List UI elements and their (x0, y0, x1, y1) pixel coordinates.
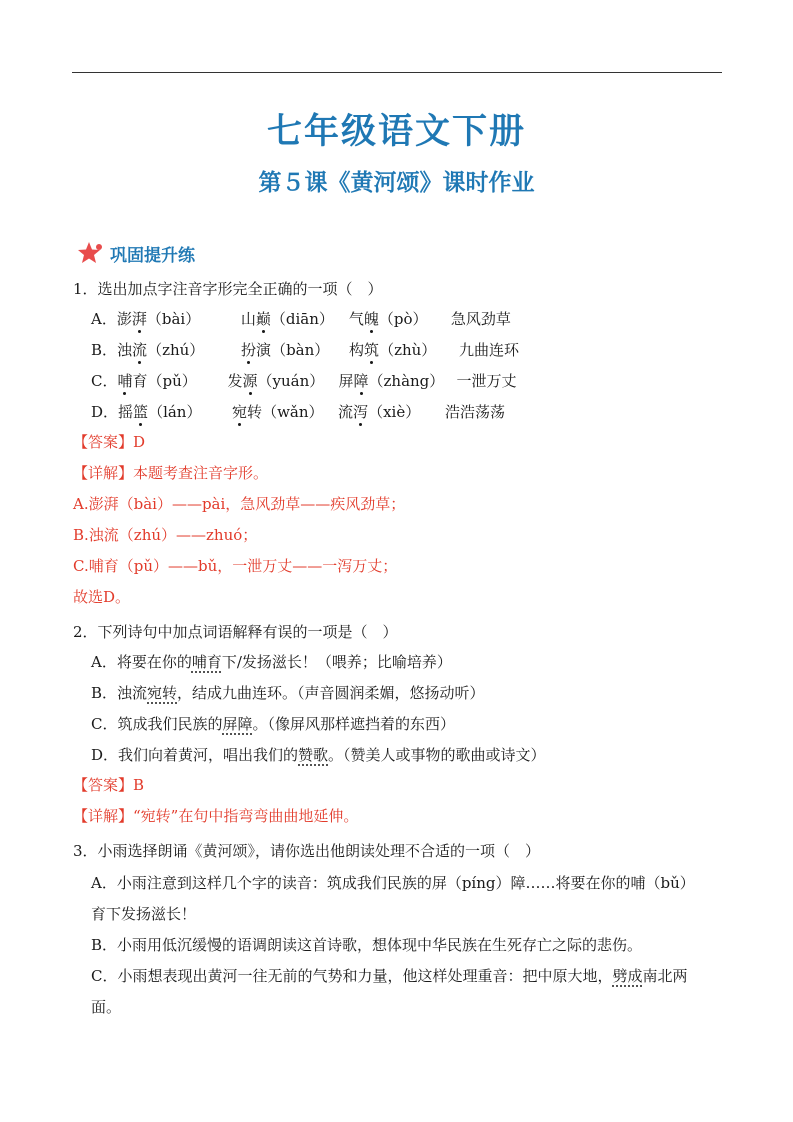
q1-a-col4: 急风劲草 (450, 310, 511, 328)
q1-explain-c: C.哺育（pǔ）——bǔ，一泄万丈——一泻万丈； (73, 557, 398, 575)
q3-option-c-line1: C．小雨想表现出黄河一往无前的气势和力量，他这样处理重音：把中原大地，劈成南北两 (91, 967, 688, 985)
page-subtitle: 第５课《黄河颂》课时作业 (258, 169, 535, 196)
q1-a-col1: 澎湃（bài） (116, 310, 201, 328)
q2-stem: 2．下列诗句中加点词语解释有误的一项是（ ） (73, 623, 398, 641)
q2-detail: 【详解】“宛转”在句中指弯弯曲曲地延伸。 (73, 807, 359, 825)
q2-option-a: A．将要在你的哺育下/发扬滋长！（喂养；比喻培养） (91, 653, 452, 671)
q2-option-b: B．浊流宛转，结成九曲连环。（声音圆润柔媚，悠扬动听） (91, 684, 485, 702)
q3-option-c-line2: 面。 (91, 998, 122, 1016)
q1-answer: 【答案】D (73, 433, 146, 451)
section-label: 巩固提升练 (110, 241, 195, 266)
q2-answer: 【答案】B (73, 776, 145, 794)
header-rule (72, 72, 722, 73)
q1-option-c: C．哺育（pǔ） 发源（yuán） 屏障（zhàng） 一泄万丈 (91, 372, 517, 390)
page-title: 七年级语文下册 (266, 111, 526, 152)
q1-a-col2: 山巅（diān） (240, 310, 334, 328)
q3-option-b: B．小雨用低沉缓慢的语调朗读这首诗歌，想体现中华民族在生死存亡之际的悲伤。 (91, 936, 643, 954)
star-icon (78, 241, 104, 265)
q3-option-a-line1: A．小雨注意到这样几个字的读音：筑成我们民族的屏（píng）障……将要在你的哺（bǔ） (91, 874, 695, 892)
q1-option-b: B．浊流（zhú） 扮演（bàn） 构筑（zhù） 九曲连环 (91, 341, 520, 359)
q1-explain-a: A.澎湃（bài）——pài，急风劲草——疾风劲草； (73, 495, 406, 513)
q1-conclusion: 故选D。 (73, 588, 131, 606)
q3-stem: 3．小雨选择朗诵《黄河颂》，请你选出他朗读处理不合适的一项（ ） (73, 842, 541, 860)
q2-option-c: C．筑成我们民族的屏障。（像屏风那样遮挡着的东西） (91, 715, 456, 733)
q1-option-a (91, 309, 511, 329)
option-letter: A． (91, 310, 117, 328)
q1-option-d: D．摇篮（lán） 宛转（wǎn） 流泻（xiè） 浩浩荡荡 (91, 403, 506, 421)
q2-option-d: D．我们向着黄河，唱出我们的赞歌。（赞美人或事物的歌曲或诗文） (91, 746, 546, 764)
q1-explain-b: B.浊流（zhú）——zhuó； (73, 526, 258, 544)
q3-option-a-line2: 育下发扬滋长！ (91, 905, 197, 923)
q1-stem: 1．选出加点字注音字形完全正确的一项（ ） (73, 280, 383, 298)
q1-detail: 【详解】本题考查注音字形。 (73, 464, 269, 482)
section-header (78, 239, 195, 267)
q1-a-col3: 气魄（pò） (348, 310, 428, 328)
